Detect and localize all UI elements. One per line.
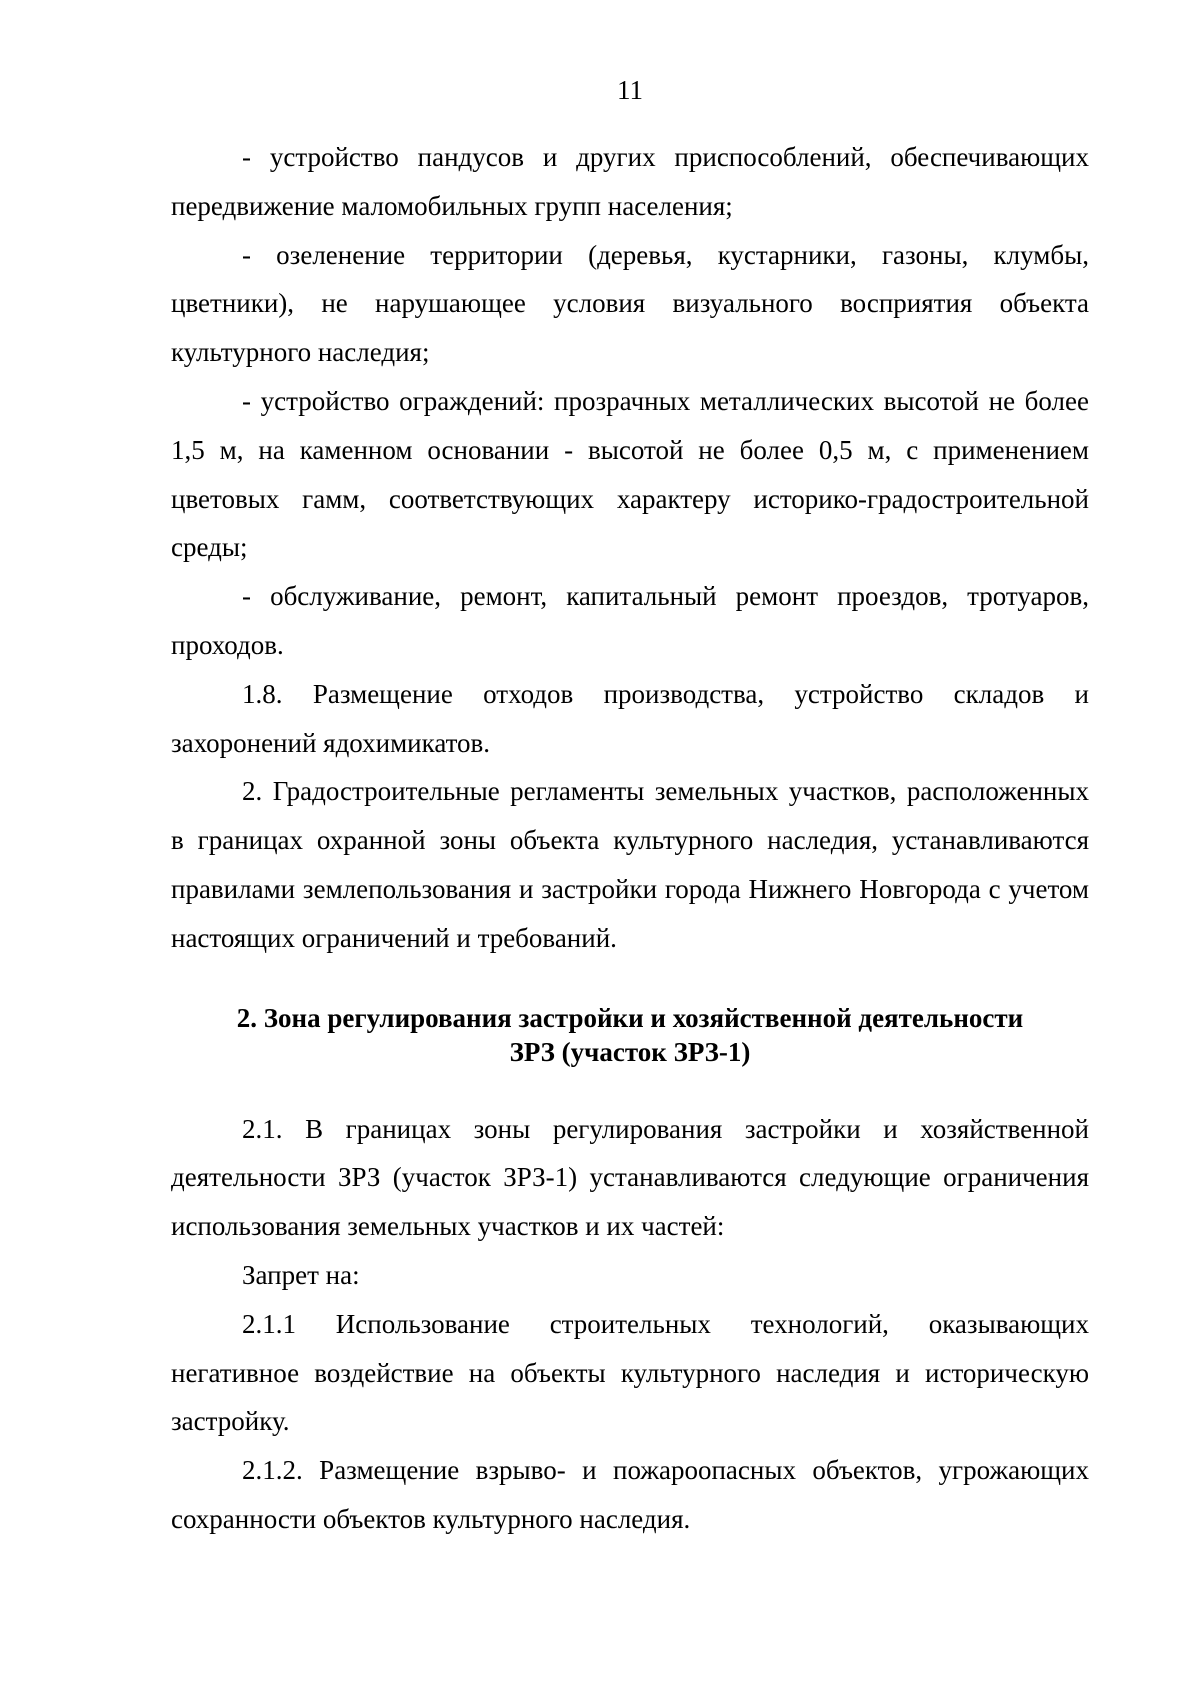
paragraph-1-8: 1.8. Размещение отходов производства, устройство складов и захоронений ядохимикатов. (171, 678, 1089, 758)
section-heading (171, 1001, 1089, 1069)
paragraph-ramps: - устройство пандусов и других приспособлений, обеспечивающих передвижение маломобильных групп населения; (171, 142, 1089, 221)
document-body (171, 133, 1089, 1544)
paragraph-maintenance: - обслуживание, ремонт, капитальный ремонт проездов, тротуаров, проходов. (171, 581, 1089, 660)
paragraph-2-1-2: 2.1.2. Размещение взрыво- и пожароопасных объектов, угрожающих сохранности объектов культурного наследия. (171, 1455, 1089, 1534)
section-heading-line-2: ЗРЗ (участок ЗРЗ-1) (509, 1036, 751, 1067)
paragraph-fencing: - устройство ограждений: прозрачных металлических высотой не более 1,5 м, на каменном основании - высотой не более 0,5 м, с применением цветовых гамм, соответствующих характеру историко-градостроительной среды; (171, 385, 1089, 563)
paragraph-2-1-1: 2.1.1 Использование строительных технологий, оказывающих негативное воздействие на объекты культурного наследия и историческую застройку. (171, 1308, 1089, 1437)
paragraph-2-1: 2.1. В границах зоны регулирования застройки и хозяйственной деятельности ЗРЗ (участок ЗРЗ-1) устанавливаются следующие ограничения использования земельных участков и их частей: (171, 1113, 1089, 1242)
page-number: 11 (617, 75, 643, 105)
paragraph-landscaping: - озеленение территории (деревья, кустарники, газоны, клумбы, цветники), не нарушающее условия визуального восприятия объекта культурного наследия; (171, 239, 1089, 368)
section-heading-line-1: 2. Зона регулирования застройки и хозяйственной деятельности (236, 1002, 1024, 1033)
paragraph-prohibition: Запрет на: (242, 1259, 360, 1290)
paragraph-2-regulations: 2. Градостроительные регламенты земельных участков, расположенных в границах охранной зоны объекта культурного наследия, устанавливаются правилами землепользования и застройки города Нижнего Новгорода с учетом настоящих ограничений и требований. (171, 776, 1089, 953)
